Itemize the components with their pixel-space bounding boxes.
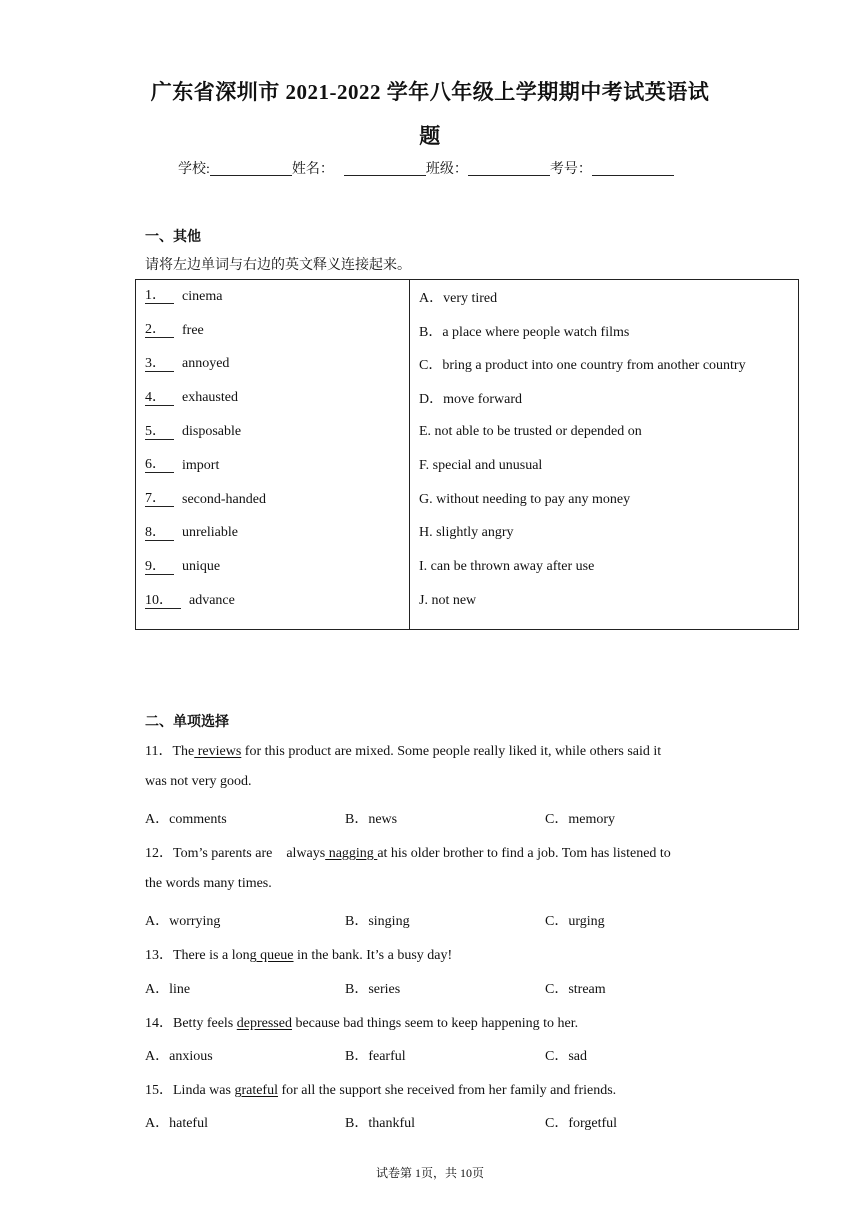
question-15: 15．Linda was grateful for all the support she received from her family and friends. (145, 1083, 617, 1098)
page-footer: 试卷第 1页，共 10页 (375, 1166, 484, 1180)
question-11-line2: was not very good. (145, 774, 252, 789)
q13-option-b[interactable]: B．series (345, 982, 401, 997)
q12-option-a[interactable]: A．worrying (145, 914, 221, 929)
name-blank[interactable] (344, 161, 426, 176)
underlined-word: reviews (194, 744, 242, 759)
definition-item: D．move forward (419, 392, 523, 408)
school-blank[interactable] (210, 161, 292, 176)
q11-option-b[interactable]: B．news (345, 812, 398, 827)
word-text: cinema (182, 288, 223, 304)
number-blank[interactable] (592, 161, 674, 176)
definition-item: G. without needing to pay any money (419, 491, 631, 507)
word-item[interactable] (136, 348, 409, 382)
answer-blank[interactable]: 7． (145, 492, 174, 507)
answer-blank[interactable]: 1． (145, 289, 174, 304)
answer-blank[interactable]: 6． (145, 458, 174, 473)
q13-option-a[interactable]: A．line (145, 982, 191, 997)
definition-column (410, 280, 799, 630)
q15-option-b[interactable]: B．thankful (345, 1116, 415, 1131)
answer-blank[interactable]: 2． (145, 323, 174, 338)
word-text: exhausted (182, 390, 238, 406)
question-14: 14．Betty feels depressed because bad things seem to keep happening to her. (145, 1016, 579, 1031)
name-label: 姓名： (291, 162, 334, 177)
word-item[interactable] (136, 381, 409, 415)
question-12: 12．Tom’s parents are always nagging at his older brother to find a job. Tom has listened to (145, 846, 671, 861)
underlined-word: depressed (236, 1016, 292, 1031)
q14-option-c[interactable]: C．sad (545, 1049, 587, 1064)
exam-title-continued: 题 (419, 124, 441, 148)
word-item[interactable] (136, 483, 409, 517)
question-12-line2: the words many times. (145, 876, 272, 891)
word-item[interactable] (136, 449, 409, 483)
word-item[interactable] (136, 550, 409, 584)
q12-option-c[interactable]: C．urging (545, 914, 605, 929)
q13-option-c[interactable]: C．stream (545, 982, 606, 997)
word-item[interactable] (136, 415, 409, 449)
q14-option-b[interactable]: B．fearful (345, 1049, 406, 1064)
word-text: advance (189, 593, 235, 609)
answer-blank[interactable]: 5． (145, 425, 174, 440)
number-label: 考号： (549, 162, 592, 177)
q15-option-a[interactable]: A．hateful (145, 1116, 208, 1131)
q14-option-a[interactable]: A．anxious (145, 1049, 213, 1064)
answer-blank[interactable]: 10． (145, 594, 181, 609)
definition-item: F. special and unusual (419, 457, 543, 473)
question-11: 11．The reviews for this product are mixed. Some people really liked it, while others said it (145, 744, 662, 759)
class-label: 班级： (425, 162, 468, 177)
definition-item: B．a place where people watch films (419, 324, 630, 340)
matching-instruction: 请将左边单词与右边的英文释义连接起来。 (145, 258, 411, 273)
underlined-word: g queue (249, 948, 294, 963)
definition-item: E. not able to be trusted or depended on (419, 424, 642, 440)
student-info-line (178, 158, 674, 178)
school-label: 学校: (178, 162, 210, 177)
word-text: import (182, 457, 220, 473)
definition-item: A．very tired (419, 290, 498, 306)
class-blank[interactable] (468, 161, 550, 176)
answer-blank[interactable]: 4． (145, 391, 174, 406)
q15-option-c[interactable]: C．forgetful (545, 1116, 618, 1131)
question-13: 13．There is a long queue in the bank. It’s a busy day! (145, 948, 453, 963)
answer-blank[interactable]: 8． (145, 526, 174, 541)
q11-option-c[interactable]: C．memory (545, 812, 615, 827)
definition-item: H. slightly angry (419, 525, 514, 541)
underlined-word: grateful (234, 1083, 278, 1098)
word-text: second-handed (182, 491, 266, 507)
matching-table (135, 279, 799, 630)
word-text: disposable (182, 424, 242, 440)
word-text: annoyed (182, 356, 230, 372)
word-text: free (182, 322, 204, 338)
section-heading-single-choice: 二、单项选择 (145, 715, 229, 730)
q11-option-a[interactable]: A．comments (145, 812, 227, 827)
word-text: unreliable (182, 525, 238, 541)
q12-option-b[interactable]: B．singing (345, 914, 410, 929)
word-item[interactable] (136, 584, 409, 618)
underlined-word: nagging (325, 846, 378, 861)
answer-blank[interactable]: 3． (145, 357, 174, 372)
answer-blank[interactable]: 9． (145, 560, 174, 575)
section-heading-other: 一、其他 (145, 230, 201, 245)
definition-item: J. not new (419, 593, 477, 609)
word-item[interactable] (136, 314, 409, 348)
word-text: unique (182, 559, 221, 575)
definition-item: C．bring a product into one country from another country (419, 358, 746, 374)
definition-item: I. can be thrown away after use (419, 559, 595, 575)
word-item[interactable] (136, 280, 409, 314)
word-column (136, 280, 410, 630)
word-item[interactable] (136, 517, 409, 551)
exam-title: 广东省深圳市 2021-2022 学年八年级上学期期中考试英语试 (150, 80, 710, 104)
